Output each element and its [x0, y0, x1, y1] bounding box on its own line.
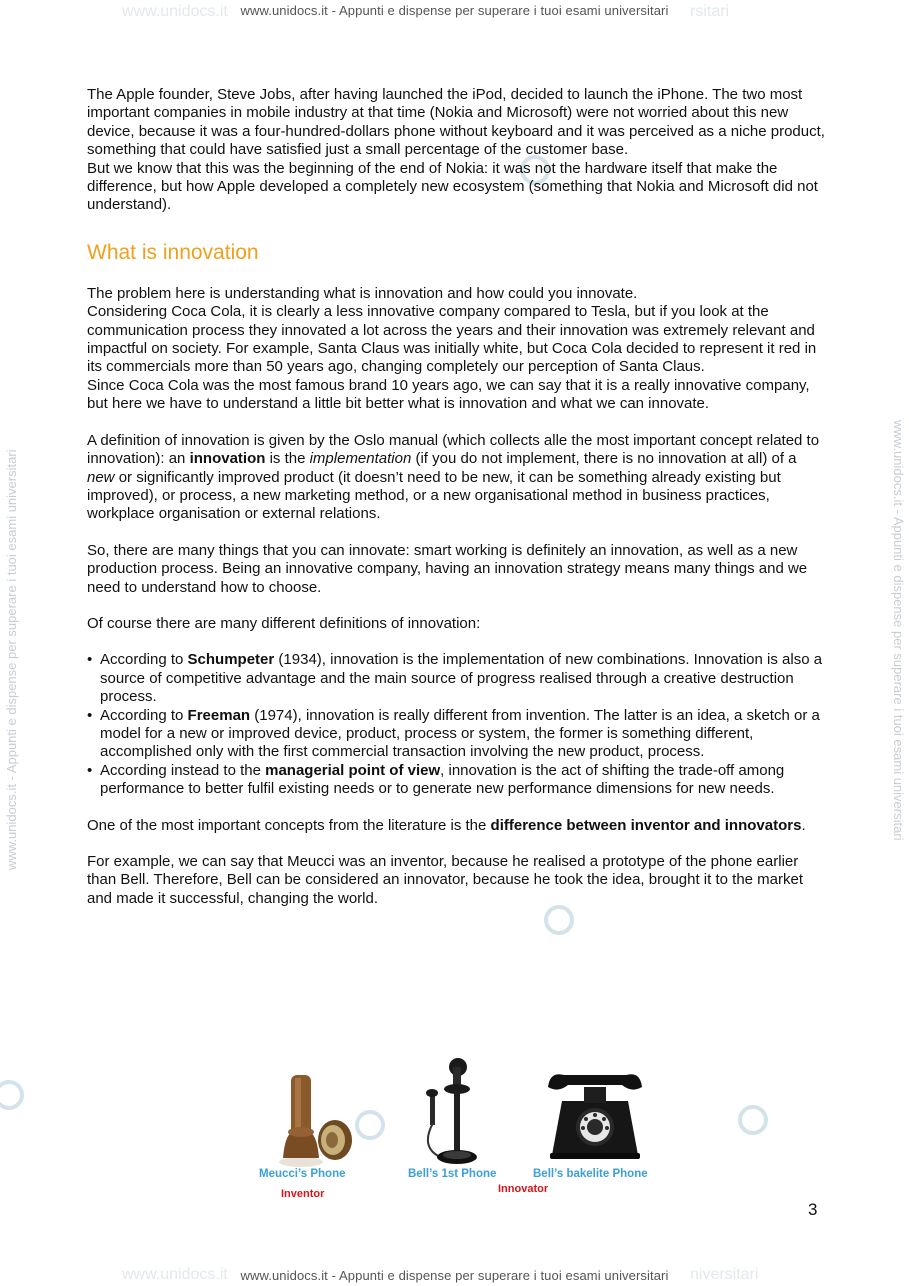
oslo-definition-paragraph [87, 432, 825, 524]
bold-term: Schumpeter [187, 651, 275, 669]
bell-bakelite-phone-image [540, 1065, 650, 1165]
list-item [87, 762, 825, 799]
meucci-phone-image [265, 1060, 355, 1170]
watermark-side-right: www.unidocs.it - Appunti e dispense per superare i tuoi esami universitari [891, 420, 906, 841]
caption-bell-first-phone: Bell’s 1st Phone [408, 1168, 497, 1180]
intro-paragraph: The Apple founder, Steve Jobs, after having launched the iPod, decided to launch the iPhone. The two most important companies in mobile industry at that time (Nokia and Microsoft) were not worried about this new device, because it was a four-hundred-dollars phone without keyboard and it was perceived as a niche product, something that could have satisfied just a small percentage of the customer base. [87, 86, 825, 159]
phones-figure [250, 1055, 670, 1205]
definitions-list [87, 651, 825, 798]
text-run: According to [100, 651, 188, 669]
paragraph: For example, we can say that Meucci was an inventor, because he realised a prototype of the phone earlier than Bell. Therefore, Bell can be considered an innovator, because he took the idea, brought it to the market and made it successful, changing the world. [87, 853, 804, 907]
paragraph: Considering Coca Cola, it is clearly a less innovative company compared to Tesla, but if you look at the communication process they innovated a lot across the years and their innovation was extremely relevant and impactful on society. For example, Santa Claus was initially white, but Coca Cola decided to represent it red in its commercials more than 50 years ago, changing completely our perception of Santa Claus. [87, 303, 817, 376]
text-run: (1934), innovation is the implementation of new combinations. Innovation is also a source of competitive advantage and the main source of progress realised through a creative destruction process. [100, 651, 823, 706]
text-run: , innovation is the act of shifting the trade-off among performance to better fulfil existing needs or to generate new performance dimensions for new needs. [100, 761, 785, 798]
watermark-ghost-bottom-left: www.unidocs.it [122, 1266, 228, 1283]
text-run: A definition of innovation is given by the Oslo manual (which collects alle the most important concept related to innovation): an [87, 431, 820, 468]
paragraph [87, 817, 825, 835]
bullet: • [87, 761, 93, 779]
bold-term: difference between inventor and innovators [490, 816, 802, 834]
watermark-side-left: www.unidocs.it - Appunti e dispense per superare i tuoi esami universitari [4, 449, 19, 870]
list-item [87, 651, 825, 706]
watermark-header: www.unidocs.it - Appunti e dispense per superare i tuoi esami universitari [240, 3, 669, 18]
bold-term: managerial point of view [265, 761, 441, 779]
intro-paragraph: But we know that this was the beginning of the end of Nokia: it was not the hardware itself that make the difference, but how Apple developed a completely new ecosystem (something that Nokia and Microsoft did not understand). [87, 159, 818, 214]
bold-term: innovation [189, 450, 266, 468]
text-run: One of the most important concepts from the literature is the [87, 816, 491, 834]
caption-bell-bakelite-phone: Bell’s bakelite Phone [533, 1168, 648, 1180]
text-run: or significantly improved product (it doesn’t need to be new, it can be something already existing but improved), or process, a new marketing method, or a new organisational method in business practices, workplace organisation or external relations. [87, 468, 781, 523]
text-run: (if you do not implement, there is no innovation at all) of a [411, 450, 797, 468]
page-number: 3 [808, 1200, 818, 1219]
watermark-ghost-top-right: rsitari [690, 3, 730, 20]
watermark-footer: www.unidocs.it - Appunti e dispense per superare i tuoi esami universitari [240, 1268, 669, 1283]
italic-term: new [87, 468, 115, 486]
bell-first-phone-image [400, 1057, 490, 1172]
caption-meucci-phone: Meucci’s Phone [259, 1168, 346, 1180]
text-run: According to [100, 706, 188, 724]
paragraph: Of course there are many different definitions of innovation: [87, 614, 481, 632]
italic-term: implementation [309, 450, 412, 468]
bullet: • [87, 651, 93, 669]
paragraph: The problem here is understanding what is innovation and how could you innovate. [87, 284, 638, 302]
watermark-ghost-bottom-right: niversitari [690, 1266, 759, 1283]
watermark-logo [738, 1105, 768, 1135]
text-run: According instead to the [100, 761, 266, 779]
bullet: • [87, 706, 93, 724]
section-heading: What is innovation [87, 240, 259, 264]
list-item [87, 707, 825, 762]
bold-term: Freeman [187, 706, 251, 724]
watermark-logo [0, 1080, 24, 1110]
label-innovator: Innovator [498, 1183, 549, 1195]
text-run: is the [265, 450, 310, 468]
watermark-ghost-top-left: www.unidocs.it [122, 3, 228, 20]
text-run: . [801, 816, 806, 834]
label-inventor: Inventor [281, 1188, 325, 1200]
paragraph: Since Coca Cola was the most famous brand 10 years ago, we can say that it is a really innovative company, but here we have to understand a little bit better what is innovation and what we can innovate. [87, 376, 810, 413]
paragraph: So, there are many things that you can innovate: smart working is definitely an innovation, as well as a new production process. Being an innovative company, having an innovation strategy means many things and we need to understand how to choose. [87, 541, 808, 596]
text-run: (1974), innovation is really different from invention. The latter is an idea, a sketch or a model for a new or improved device, product, process or system, the former is something different, accomplished only with the first commercial transaction involving the new product, process. [100, 706, 820, 761]
document-body [87, 86, 825, 926]
